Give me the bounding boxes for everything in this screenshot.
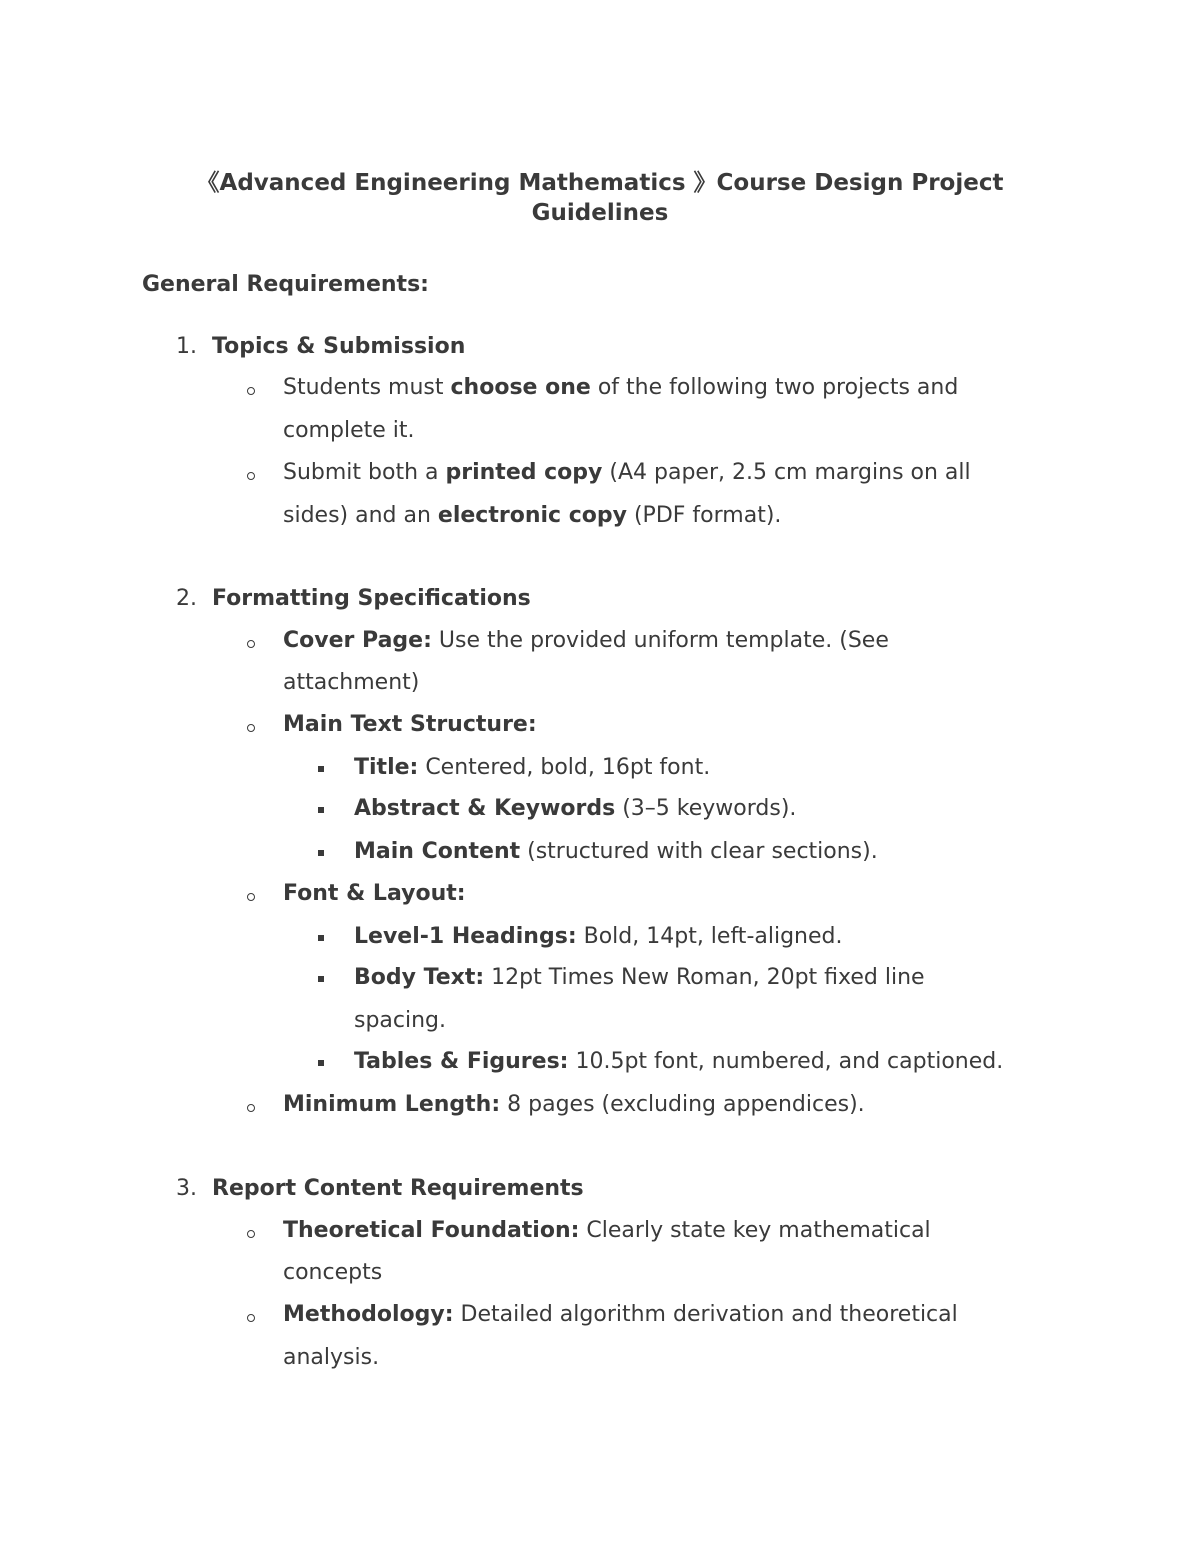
section-1-number: 1. <box>176 334 197 359</box>
section-3-item-methodology: Methodology: Detailed algorithm derivation and theoretical <box>283 1302 958 1327</box>
section-1-item-2: Submit both a printed copy (A4 paper, 2.5 cm margins on all <box>283 460 971 485</box>
subitem-title: Title: Centered, bold, 16pt font. <box>354 755 711 780</box>
section-3-number: 3. <box>176 1176 197 1201</box>
subitem-tables-figures: Tables & Figures: 10.5pt font, numbered, and captioned. <box>354 1049 1004 1074</box>
section-2-number: 2. <box>176 586 197 611</box>
circle-bullet-icon <box>247 1230 255 1238</box>
section-2-item-cover-page-cont: attachment) <box>283 670 420 695</box>
subitem-level1-headings: Level-1 Headings: Bold, 14pt, left-aligned. <box>354 924 843 949</box>
section-1-item-1: Students must choose one of the following two projects and <box>283 375 959 400</box>
section-2-item-main-text: Main Text Structure: <box>283 712 537 737</box>
subitem-body-text-cont: spacing. <box>354 1008 447 1033</box>
section-3-item-methodology-cont: analysis. <box>283 1345 380 1370</box>
section-1-item-2-cont: sides) and an electronic copy (PDF format). <box>283 503 782 528</box>
section-3-heading: Report Content Requirements <box>212 1176 584 1201</box>
section-2-item-minimum-length: Minimum Length: 8 pages (excluding appendices). <box>283 1092 865 1117</box>
circle-bullet-icon <box>247 724 255 732</box>
section-3-item-theoretical-cont: concepts <box>283 1260 383 1285</box>
subitem-main-content: Main Content (structured with clear sections). <box>354 839 878 864</box>
general-requirements-heading: General Requirements: <box>142 272 429 297</box>
page-title <box>180 168 1020 228</box>
circle-bullet-icon <box>247 472 255 480</box>
title-line-1: 《Advanced Engineering Mathematics 》Course Design Project <box>196 170 1004 196</box>
section-2-item-cover-page: Cover Page: Use the provided uniform template. (See <box>283 628 889 653</box>
subitem-abstract: Abstract & Keywords (3–5 keywords). <box>354 796 797 821</box>
circle-bullet-icon <box>247 1314 255 1322</box>
square-bullet-icon <box>318 935 324 941</box>
title-line-2: Guidelines <box>531 200 669 226</box>
square-bullet-icon <box>318 976 324 982</box>
subitem-body-text: Body Text: 12pt Times New Roman, 20pt fixed line <box>354 965 925 990</box>
square-bullet-icon <box>318 807 324 813</box>
square-bullet-icon <box>318 766 324 772</box>
section-2-item-font-layout: Font & Layout: <box>283 881 466 906</box>
square-bullet-icon <box>318 1060 324 1066</box>
section-1-heading: Topics & Submission <box>212 334 466 359</box>
circle-bullet-icon <box>247 387 255 395</box>
circle-bullet-icon <box>247 1104 255 1112</box>
circle-bullet-icon <box>247 893 255 901</box>
section-3-item-theoretical: Theoretical Foundation: Clearly state key mathematical <box>283 1218 931 1243</box>
circle-bullet-icon <box>247 640 255 648</box>
section-1-item-1-cont: complete it. <box>283 418 415 443</box>
section-2-heading: Formatting Specifications <box>212 586 531 611</box>
square-bullet-icon <box>318 850 324 856</box>
